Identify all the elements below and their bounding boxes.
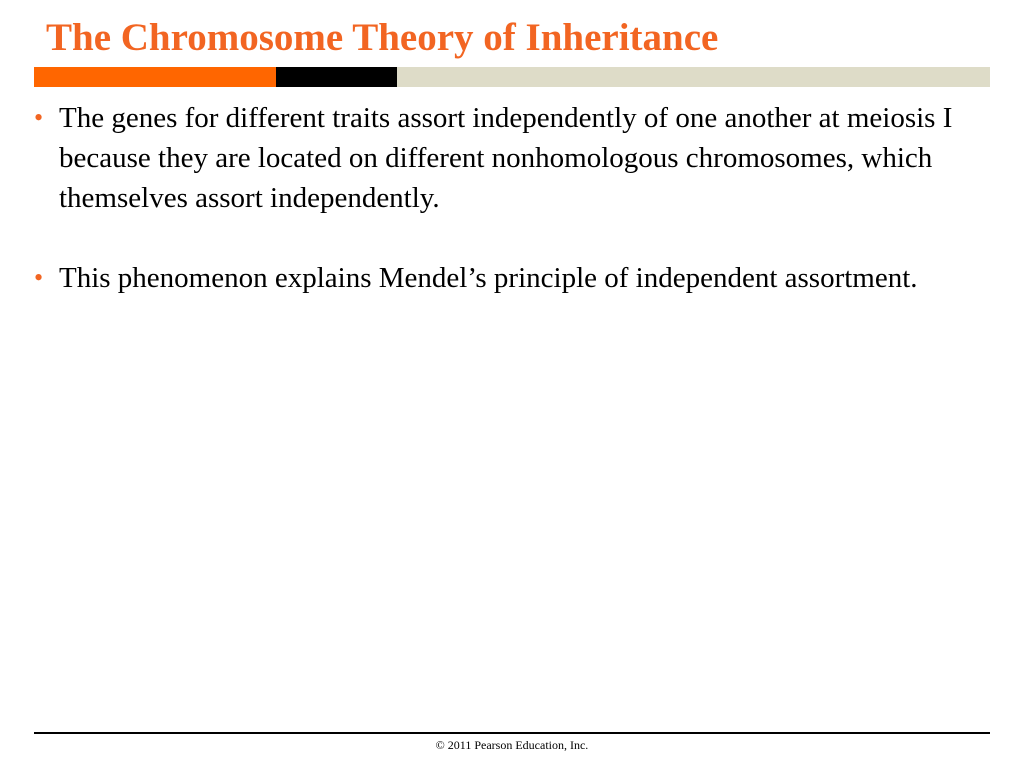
bullet-text: The genes for different traits assort independently of one another at meiosis I because they are located on different nonhomologous chromosomes, which themselves assort independently.: [59, 102, 953, 214]
bullet-item: [34, 258, 990, 298]
bullet-text: This phenomenon explains Mendel’s principle of independent assortment.: [59, 262, 918, 294]
copyright-footer: © 2011 Pearson Education, Inc.: [435, 738, 589, 752]
bar-segment-black: [276, 67, 397, 87]
bullet-list: [34, 98, 990, 298]
bullet-dot-icon: •: [34, 263, 44, 292]
slide-title: The Chromosome Theory of Inheritance: [46, 16, 719, 59]
footer-rule: [34, 732, 990, 734]
title-underline-bar: [34, 67, 990, 87]
bar-segment-beige: [397, 67, 990, 87]
bullet-dot-icon: •: [34, 103, 44, 132]
bullet-item: [34, 98, 990, 218]
bar-segment-orange: [34, 67, 276, 87]
